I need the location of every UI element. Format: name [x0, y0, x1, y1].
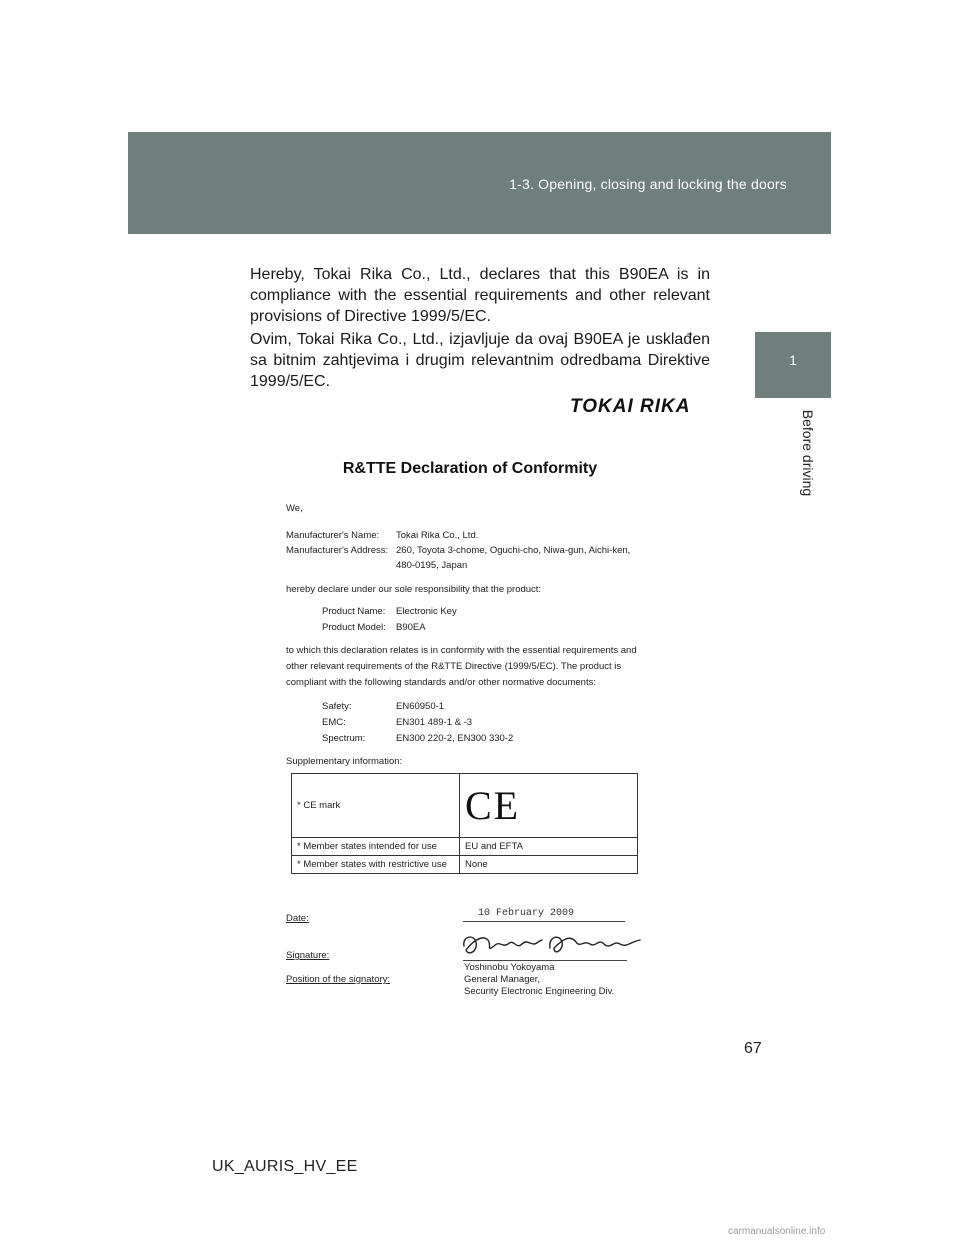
tokai-rika-logo: TOKAI RIKA: [570, 396, 691, 417]
signature-line: [463, 960, 627, 961]
chapter-tab: [755, 332, 831, 398]
safety-value: EN60950-1: [396, 701, 445, 712]
manufacturer-address-label: Manufacturer's Address:: [286, 545, 389, 556]
signer-name: Yoshinobu Yokoyama: [464, 962, 555, 973]
chapter-label: [793, 400, 816, 510]
position-label: Position of the signatory:: [286, 974, 391, 985]
spectrum-value: EN300 220-2, EN300 330-2: [396, 733, 514, 744]
manufacturer-name: Tokai Rika Co., Ltd.: [396, 530, 479, 541]
chapter-number: 1: [789, 352, 797, 368]
ce-mark-cell: [460, 774, 638, 838]
handwritten-signature-icon: [458, 926, 644, 960]
product-model-label: Product Model:: [322, 622, 386, 633]
date-value: 10 February 2009: [478, 908, 575, 919]
page-number: 67: [744, 1040, 762, 1057]
date-label: Date:: [286, 913, 309, 924]
signer-title: General Manager,: [464, 974, 541, 985]
ce-mark-icon: CE: [465, 783, 521, 828]
restrictive-label: * Member states with restrictive use: [292, 856, 460, 874]
product-model: B90EA: [396, 622, 426, 633]
declare-text: hereby declare under our sole responsibility that the product:: [286, 584, 542, 595]
table-row: [292, 838, 638, 856]
declaration-paragraph-hr: Ovim, Tokai Rika Co., Ltd., izjavljuje da ovaj B90EA je usklađen sa bitnim zahtjevima i drugim relevantnim odredbama Direktive 1999/5/EC.: [250, 331, 710, 390]
chapter-label-text: Before driving: [800, 409, 816, 497]
declaration-title: R&TTE Declaration of Conformity: [342, 460, 598, 477]
member-states-label: * Member states intended for use: [292, 838, 460, 856]
table-row: [292, 856, 638, 874]
watermark: carmanualsonline.info: [728, 1226, 826, 1237]
declaration-paragraph-en: Hereby, Tokai Rika Co., Ltd., declares that this B90EA is in compliance with the essential requirements and other relevant provisions of Directive 1999/5/EC.: [250, 266, 710, 325]
safety-label: Safety:: [322, 701, 352, 712]
supplementary-label: Supplementary information:: [286, 756, 403, 767]
product-name-label: Product Name:: [322, 606, 386, 617]
manufacturer-address-line2: 480-0195, Japan: [396, 560, 468, 571]
emc-label: EMC:: [322, 717, 346, 728]
product-name: Electronic Key: [396, 606, 457, 617]
ce-mark-label: * CE mark: [292, 774, 460, 838]
restrictive-value: None: [460, 856, 638, 874]
signer-division: Security Electronic Engineering Div.: [464, 986, 615, 997]
member-states-value: EU and EFTA: [460, 838, 638, 856]
spectrum-label: Spectrum:: [322, 733, 366, 744]
date-line: [463, 921, 625, 922]
conformity-line-3: compliant with the following standards and/or other normative documents:: [286, 677, 596, 688]
conformity-line-2: other relevant requirements of the R&TTE Directive (1999/5/EC). The product is: [286, 661, 622, 672]
document-code: UK_AURIS_HV_EE: [212, 1158, 358, 1175]
manufacturer-address-line1: 260, Toyota 3-chome, Oguchi-cho, Niwa-gun, Aichi-ken,: [396, 545, 631, 556]
we-text: We,: [286, 503, 303, 514]
emc-value: EN301 489-1 & -3: [396, 717, 473, 728]
signature-label: Signature:: [286, 950, 330, 961]
conformity-line-1: to which this declaration relates is in conformity with the essential requirements and: [286, 645, 637, 656]
header-bar: [128, 132, 831, 234]
manufacturer-name-label: Manufacturer's Name:: [286, 530, 380, 541]
section-title: 1-3. Opening, closing and locking the doors: [509, 176, 787, 192]
supplementary-table: [291, 773, 638, 874]
table-row: [292, 774, 638, 838]
